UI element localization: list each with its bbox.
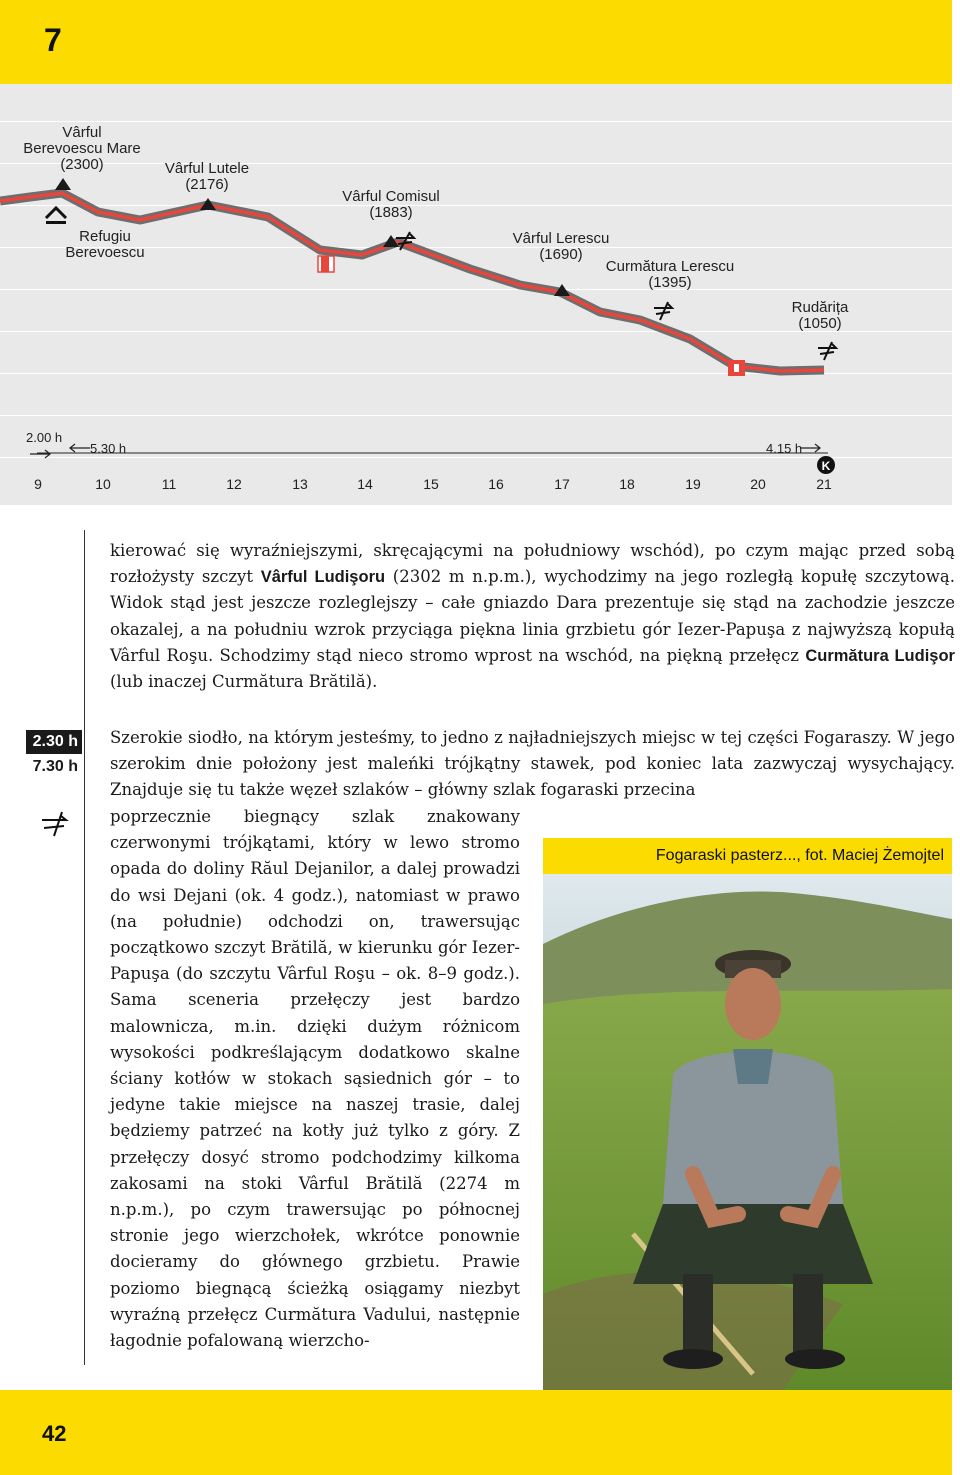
km-tick: 10 (95, 476, 111, 492)
km-tick: 15 (423, 476, 439, 492)
km-tick: 17 (554, 476, 570, 492)
text-run: kierować się wyraźniejszymi, skręcającymi na południowy wschód), po czym mając przed sobą rozłożysty szczyt (110, 541, 955, 587)
km-tick: 11 (161, 476, 177, 492)
arrow-left-icon (70, 444, 90, 452)
hut-name: Refugiu (79, 228, 131, 245)
time-end-forward: 4.15 h (766, 441, 803, 456)
signpost-icon (40, 808, 74, 838)
photo-illustration (543, 874, 952, 1390)
profile-svg (0, 84, 952, 505)
peak-label-berevoescu-mare (22, 125, 142, 173)
peak-name: Vârful Lutele (164, 160, 250, 177)
peak-name: Vârful (62, 124, 102, 141)
peak-elevation: (1050) (798, 315, 842, 332)
peak-name: Rudărița (791, 299, 849, 316)
hut-name: Berevoescu (65, 244, 145, 261)
shepherd-photo (543, 874, 952, 1390)
text-run: (lub inaczej Curmătura Brătilă). (110, 672, 378, 692)
peak-name: Curmătura Lerescu (605, 258, 735, 275)
place-name: Curmătura Ludişor (805, 646, 955, 665)
peak-elevation: (1395) (648, 274, 692, 291)
peak-elevation: (1690) (539, 246, 583, 263)
arrow-right-icon (800, 444, 820, 452)
peak-name: Berevoescu Mare (23, 140, 141, 157)
time-badge: 7.30 h (32, 758, 78, 775)
chapter-number: 7 (44, 22, 62, 58)
paragraph-2 (110, 725, 955, 804)
photo-caption: Fogaraski pasterz..., fot. Maciej Żemojtel (655, 847, 944, 864)
signpost-icon (654, 302, 672, 320)
paragraph-1 (110, 538, 955, 695)
signpost-icon (818, 342, 836, 360)
arrow-right-icon (30, 450, 50, 458)
time-badge-dark: 2.30 h (26, 730, 82, 754)
peak-label-lutele (157, 161, 257, 193)
paragraph-2-narrow (110, 804, 520, 1354)
shelter-marker-icon (728, 360, 745, 376)
margin-rule (84, 530, 85, 1365)
photo-caption-bar (543, 838, 952, 874)
hut-label (60, 229, 150, 261)
time-start-forward: 2.00 h (26, 430, 63, 445)
place-name: Vârful Ludişoru (260, 568, 386, 587)
km-tick: 16 (488, 476, 504, 492)
peak-label-comisul (335, 189, 447, 221)
text-run: Szerokie siodło, na którym jesteśmy, to jedno z najładniejszych miejsc w tej części Fogaraszy. W jego szerokim dnie położony jest maleńki trójkątny stawek, pod koniec lata zazwyczaj wysychający. Znajduje się tu także węzeł szlaków – główny szlak fogaraski przecina (110, 728, 955, 800)
text-run: (2302 m n.p.m.), wychodzimy na jego rozległą kopułę szczytową. Widok stąd jest jeszcze rozleglejszy – całe gniazdo Dara prezentuje się stąd na zachodzie jeszcze okazalej, a na południu wzrok przyciąga piękna linia grzbietu gór Iezer-Papuşa z najwyższą kopułą Vârful Roşu. Schodzimy stąd nieco stromo wprost na wschód, na piękną przełęcz (110, 567, 956, 665)
text-run: poprzecznie biegnący szlak znakowany czerwonymi trójkątami, który w lewo stromo opada do doliny Răul Dejanilor, a dalej prowadzi do wsi Dejani (ok. 4 godz.), natomiast w prawo (na południe) odchodzi on, trawersując początkowo szczyt Brătilă, w kierunku gór Iezer-Papuşa (do szczytu Vârful Roşu – ok. 8–9 godz.). Sama sceneria przełęczy jest bardzo malownicza, m.in. dzięki dużym różnicom wysokości podkreślającym dodatkowo skalne ściany kotłów w stokach sąsiednich gór – to jedyne takie miejsce na naszej trasie, dalej będziemy patrzeć na kotły już tylko z góry. Z przełęczy dosyć stromo podchodzimy kilkoma zakosami na stoki Vârful Brătilă (2274 m n.p.m.), po czym trawersując po północnej stronie jego wierzchołek, wkrótce ponownie docieramy do głównego grzbietu. Prawie poziomo biegnącą ścieżką osiągamy niezbyt wyraźną przełęcz Curmătura Vadului, następnie łagodnie pofalowaną wierzcho- (110, 807, 520, 1351)
peak-label-rudarita (780, 300, 860, 332)
peak-elevation: (1883) (369, 204, 413, 221)
footer-band (0, 1390, 952, 1475)
end-marker-label: K (821, 459, 831, 473)
km-tick: 12 (226, 476, 242, 492)
peak-elevation: (2176) (185, 176, 229, 193)
header-band (0, 0, 952, 84)
km-tick: 13 (292, 476, 308, 492)
hut-icon (46, 208, 66, 224)
km-tick: 14 (357, 476, 373, 492)
km-tick: 20 (750, 476, 766, 492)
km-tick: 9 (34, 476, 42, 492)
km-tick: 19 (685, 476, 701, 492)
time-start-back: 5.30 h (90, 441, 127, 456)
water-marker-icon (318, 256, 334, 272)
page-number: 42 (42, 1421, 67, 1446)
peak-triangle-icon (55, 178, 71, 190)
peak-name: Vârful Comisul (342, 188, 440, 205)
km-tick: 18 (619, 476, 635, 492)
peak-label-curmatura-lerescu (600, 259, 740, 291)
peak-name: Vârful Lerescu (512, 230, 610, 247)
peak-elevation: (2300) (60, 156, 104, 173)
km-tick: 21 (816, 476, 832, 492)
